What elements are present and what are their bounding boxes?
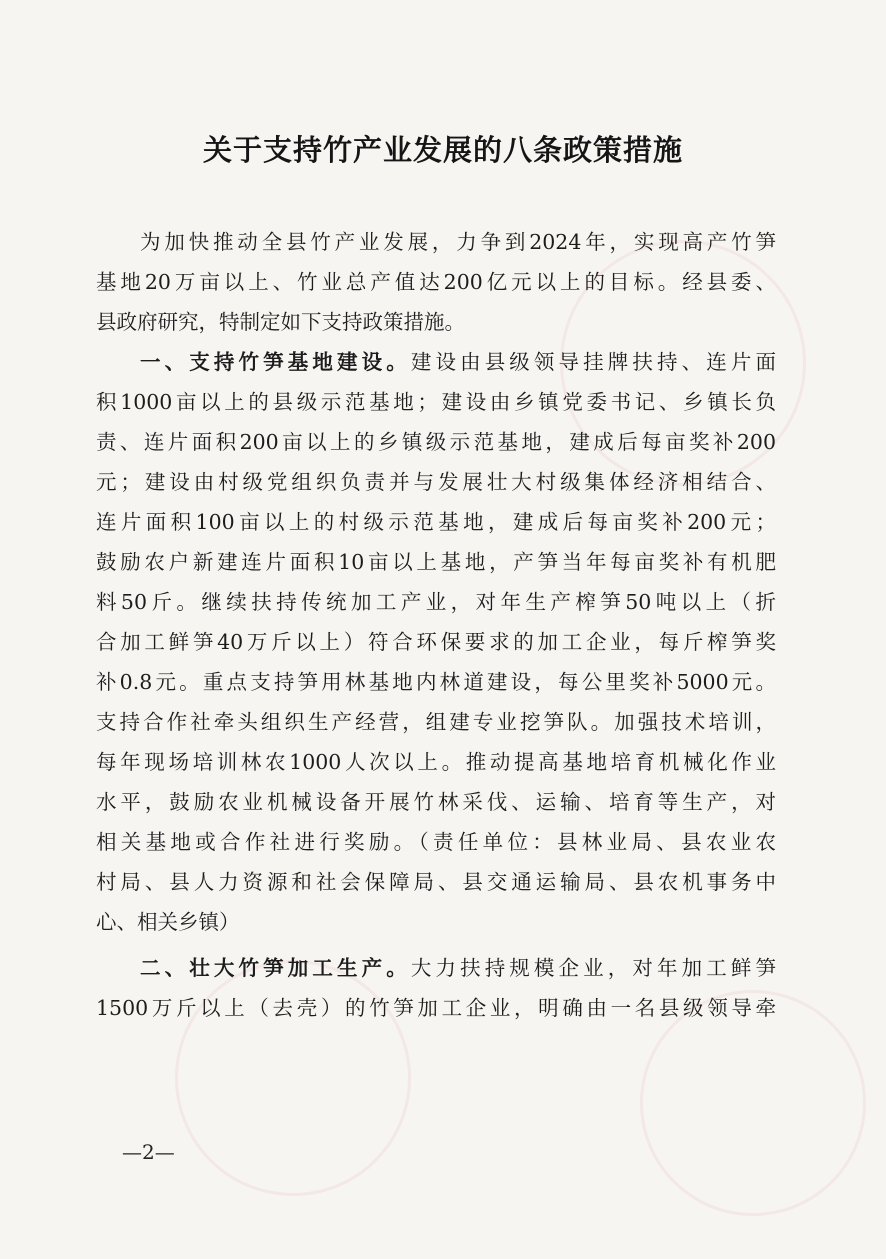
section1-first-line-text: 建设由县级领导挂牌扶持、连片面 — [410, 350, 777, 374]
section1-line: 水平，鼓励农业机械设备开展竹林采伐、运输、培育等生产，对 — [96, 790, 776, 814]
page-number: —2— — [122, 1140, 175, 1164]
section1-line: 连片面积100亩以上的村级示范基地，建成后每亩奖补200元； — [96, 510, 776, 534]
section1-line: 鼓励农户新建连片面积10亩以上基地，产笋当年每亩奖补有机肥 — [96, 550, 776, 574]
section1-line: 元；建设由村级党组织负责并与发展壮大村级集体经济相结合、 — [96, 470, 776, 494]
section1-line: 责、连片面积200亩以上的乡镇级示范基地，建成后每亩奖补200 — [96, 430, 776, 454]
intro-line: 基地20万亩以上、竹业总产值达200亿元以上的目标。经县委、 — [96, 270, 776, 294]
section2-line: 1500万斤以上（去壳）的竹笋加工企业，明确由一名县级领导牵 — [96, 996, 776, 1020]
section1-line: 每年现场培训林农1000人次以上。推动提高基地培育机械化作业 — [96, 750, 776, 774]
section1-line: 补0.8元。重点支持笋用林基地内林道建设，每公里奖补5000元。 — [96, 670, 776, 694]
section2-first-line — [96, 948, 776, 988]
document-body — [96, 222, 776, 1028]
intro-line: 县政府研究，特制定如下支持政策措施。 — [96, 310, 465, 334]
section1-line: 积1000亩以上的县级示范基地；建设由乡镇党委书记、乡镇长负 — [96, 390, 776, 414]
intro-line: 为加快推动全县竹产业发展，力争到2024年，实现高产竹笋 — [140, 230, 776, 254]
section2-heading: 二、壮大竹笋加工生产。 — [140, 956, 411, 980]
section1-first-line — [96, 342, 776, 382]
section1-line: 合加工鲜笋40万斤以上）符合环保要求的加工企业，每斤榨笋奖 — [96, 630, 776, 654]
section1-line: 支持合作社牵头组织生产经营，组建专业挖笋队。加强技术培训， — [96, 710, 776, 734]
section1-line: 心、相关乡镇） — [96, 910, 240, 934]
section1-line: 料50斤。继续扶持传统加工产业，对年生产榨笋50吨以上（折 — [96, 590, 776, 614]
section1-line: 相关基地或合作社进行奖励。（责任单位：县林业局、县农业农 — [96, 830, 776, 854]
document-title: 关于支持竹产业发展的八条政策措施 — [202, 133, 683, 167]
section1-heading: 一、支持竹笋基地建设。 — [140, 350, 411, 374]
section2-first-line-text: 大力扶持规模企业，对年加工鲜笋 — [410, 956, 777, 980]
section1-line: 村局、县人力资源和社会保障局、县交通运输局、县农机事务中 — [96, 870, 776, 894]
